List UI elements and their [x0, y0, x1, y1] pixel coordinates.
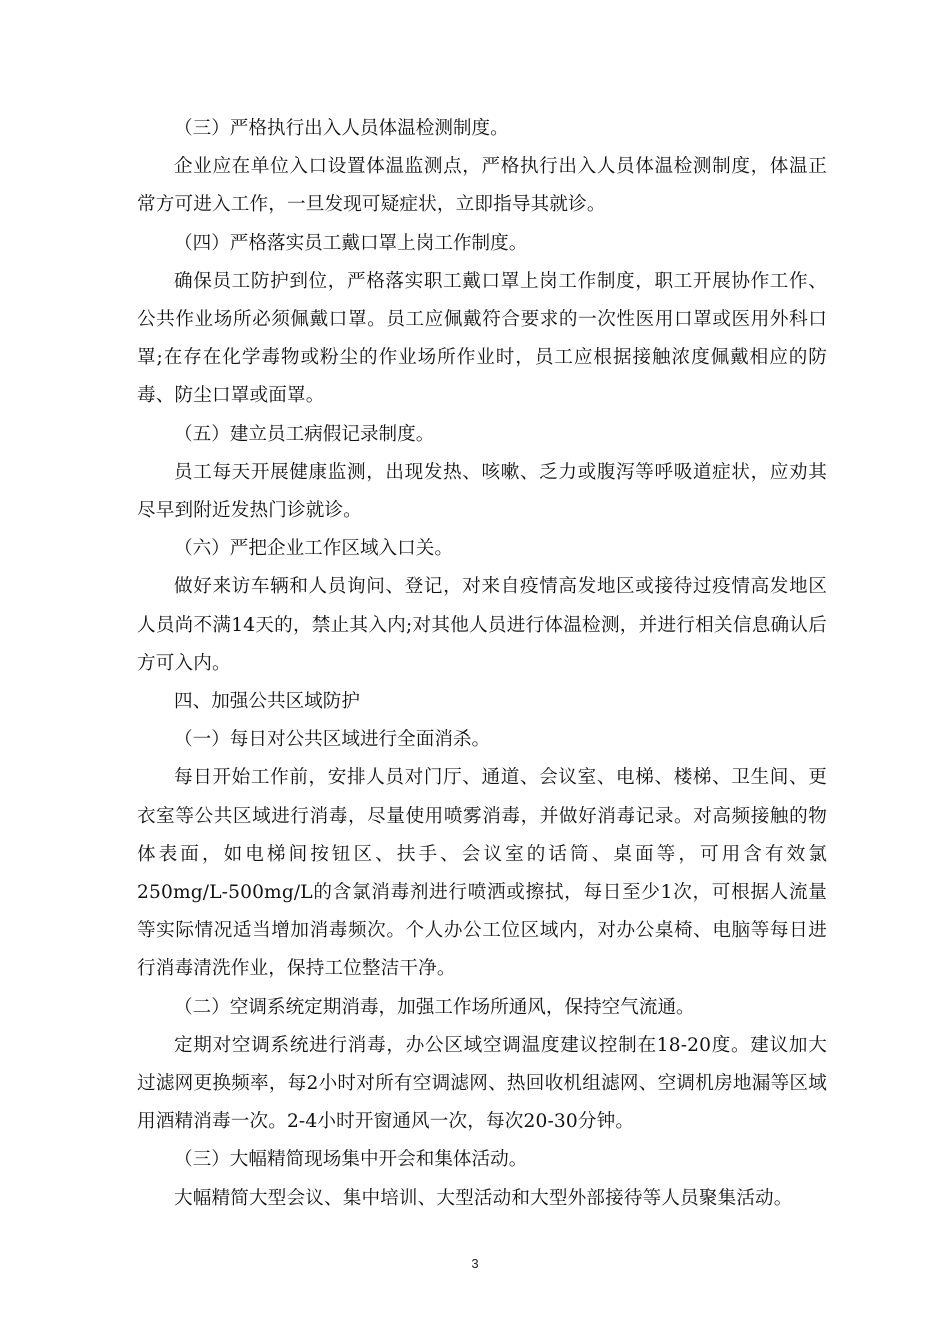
body-paragraph: 确保员工防护到位，严格落实职工戴口罩上岗工作制度，职工开展协作工作、公共作业场所必须佩戴口罩。员工应佩戴符合要求的一次性医用口罩或医用外科口罩;在存在化学毒物或粉尘的作业场所作业时，员工应根据接触浓度佩戴相应的防毒、防尘口罩或面罩。 — [137, 270, 827, 407]
body-paragraph: 员工每天开展健康监测，出现发热、咳嗽、乏力或腹泻等呼吸道症状，应劝其尽早到附近发热门诊就诊。 — [137, 461, 827, 522]
section-heading: （二）空调系统定期消毒，加强工作场所通风，保持空气流通。 — [174, 996, 695, 1018]
chapter-heading: 四、加强公共区域防护 — [174, 691, 360, 713]
section-heading: （五）建立员工病假记录制度。 — [174, 423, 435, 445]
section-heading: （三）大幅精简现场集中开会和集体活动。 — [174, 1149, 528, 1171]
body-paragraph: 定期对空调系统进行消毒，办公区域空调温度建议控制在18-20度。建议加大过滤网更换频率，每2小时对所有空调滤网、热回收机组滤网、空调机房地漏等区域用酒精消毒一次。2-4小时开窗通风一次，每次20-30分钟。 — [137, 1034, 827, 1133]
page-number: 3 — [471, 1256, 479, 1271]
section-heading: （三）严格执行出入人员体温检测制度。 — [174, 118, 509, 139]
body-paragraph: 做好来访车辆和人员询问、登记，对来自疫情高发地区或接待过疫情高发地区人员尚不满14天的，禁止其入内;对其他人员进行体温检测，并进行相关信息确认后方可入内。 — [137, 576, 827, 674]
body-paragraph: 大幅精简大型会议、集中培训、大型活动和大型外部接待等人员聚集活动。 — [174, 1187, 793, 1209]
section-heading: （一）每日对公共区域进行全面消杀。 — [174, 729, 491, 751]
body-paragraph: 每日开始工作前，安排人员对门厅、通道、会议室、电梯、楼梯、卫生间、更衣室等公共区域进行消毒，尽量使用喷雾消毒，并做好消毒记录。对高频接触的物体表面，如电梯间按钮区、扶手、会议室的话筒、桌面等，可用含有效氯250mg/L-500mg/L的含氯消毒剂进行喷洒或擦拭，每日至少1次，可根据人流量等实际情况适当增加消毒频次。个人办公工位区域内，对办公桌椅、电脑等每日进行消毒清洗作业，保持工位整洁干净。 — [137, 767, 827, 980]
section-heading: （四）严格落实员工戴口罩上岗工作制度。 — [174, 232, 528, 254]
section-heading: （六）严把企业工作区域入口关。 — [174, 538, 453, 560]
body-paragraph: 企业应在单位入口设置体温监测点，严格执行出入人员体温检测制度，体温正常方可进入工作，一旦发现可疑症状，立即指导其就诊。 — [137, 156, 827, 216]
document-body — [137, 110, 827, 1218]
